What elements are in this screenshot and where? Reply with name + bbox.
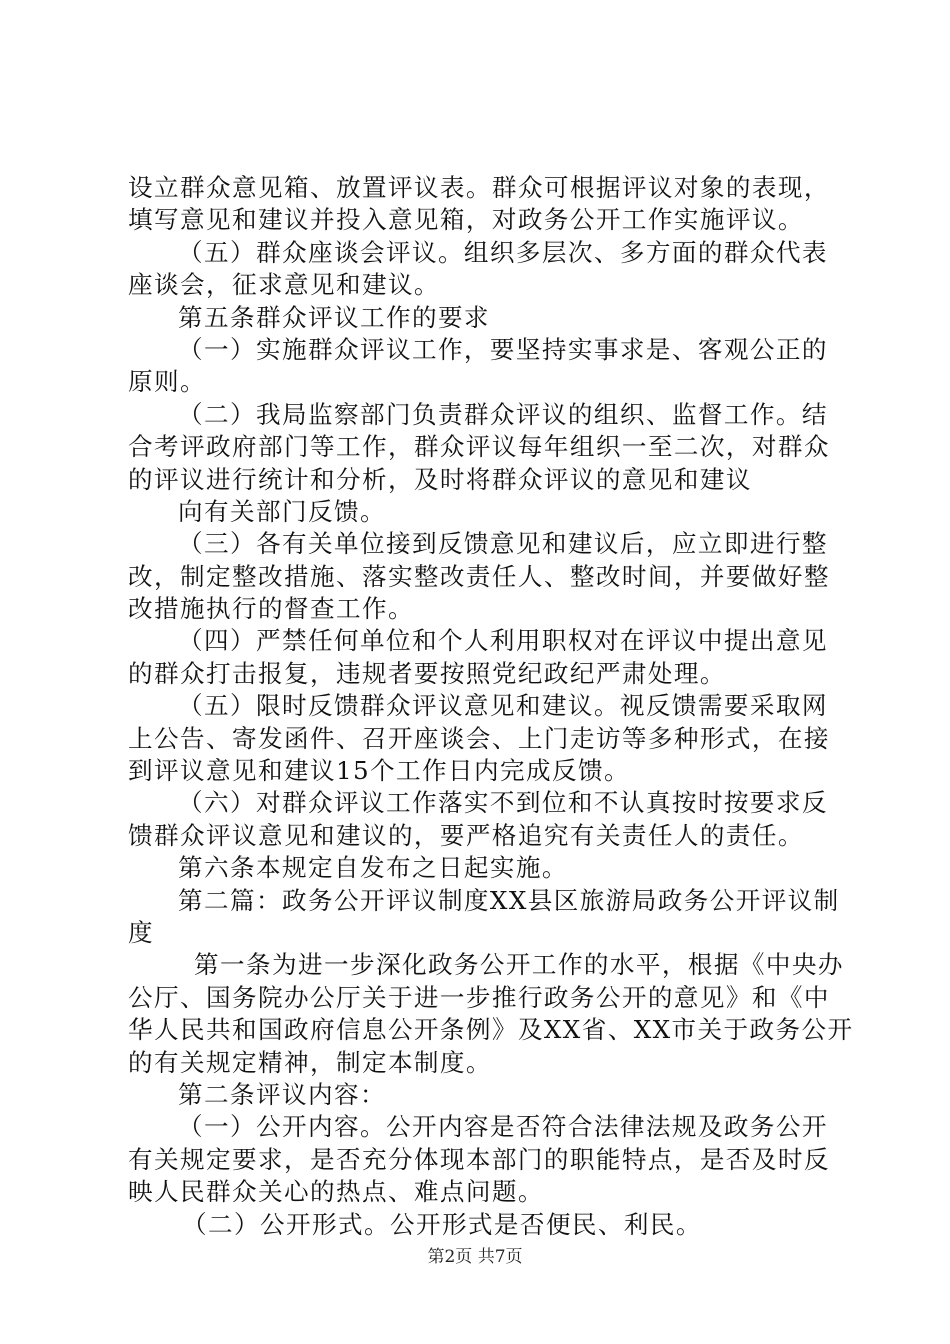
text-line: 合考评政府部门等工作，群众评议每年组织一至二次，对群众	[128, 432, 830, 462]
text-line: 原则。	[128, 367, 206, 397]
text-line: 馈群众评议意见和建议的，要严格追究有关责任人的责任。	[128, 820, 804, 850]
text-line: 第一条为进一步深化政务公开工作的水平，根据《中央办	[194, 950, 844, 980]
section-heading: 第二条评议内容：	[178, 1079, 386, 1109]
text-line: 度	[128, 917, 154, 947]
chapter-heading: 第二篇：政务公开评议制度XX县区旅游局政务公开评议制	[178, 885, 840, 915]
text-line: 改措施执行的督查工作。	[128, 594, 414, 624]
text-line: （六）对群众评议工作落实不到位和不认真按时按要求反	[178, 788, 828, 818]
text-line: 向有关部门反馈。	[178, 496, 386, 526]
text-line: 华人民共和国政府信息公开条例》及XX省、XX市关于政务公开	[128, 1015, 854, 1045]
text-line: （一）实施群众评议工作，要坚持实事求是、客观公正的	[178, 334, 828, 364]
text-line: 映人民群众关心的热点、难点问题。	[128, 1177, 544, 1207]
text-line: （二）我局监察部门负责群众评议的组织、监督工作。结	[178, 399, 828, 429]
text-line: 的有关规定精神，制定本制度。	[128, 1047, 492, 1077]
text-line: 的群众打击报复，违规者要按照党纪政纪严肃处理。	[128, 658, 726, 688]
text-line: 到评议意见和建议15个工作日内完成反馈。	[128, 756, 630, 786]
text-line: 填写意见和建议并投入意见箱，对政务公开工作实施评议。	[128, 205, 804, 235]
text-line: 的评议进行统计和分析，及时将群众评议的意见和建议	[128, 464, 752, 494]
section-heading: 第五条群众评议工作的要求	[178, 302, 490, 332]
section-heading: 第六条本规定自发布之日起实施。	[178, 853, 568, 883]
text-line: 座谈会，征求意见和建议。	[128, 270, 440, 300]
text-line: （一）公开内容。公开内容是否符合法律法规及政务公开	[178, 1112, 828, 1142]
text-line: （三）各有关单位接到反馈意见和建议后，应立即进行整	[178, 529, 828, 559]
text-line: 有关规定要求，是否充分体现本部门的职能特点，是否及时反	[128, 1144, 830, 1174]
text-line: （五）群众座谈会评议。组织多层次、多方面的群众代表	[178, 237, 828, 267]
text-line: （二）公开形式。公开形式是否便民、利民。	[182, 1209, 702, 1239]
text-line: （四）严禁任何单位和个人利用职权对在评议中提出意见	[178, 626, 828, 656]
text-line: （五）限时反馈群众评议意见和建议。视反馈需要采取网	[178, 691, 828, 721]
page-number-footer: 第2页 共7页	[427, 1247, 523, 1267]
text-line: 上公告、寄发函件、召开座谈会、上门走访等多种形式，在接	[128, 723, 830, 753]
text-line: 设立群众意见箱、放置评议表。群众可根据评议对象的表现，	[128, 173, 830, 202]
document-body	[128, 172, 854, 1241]
text-line: 公厅、国务院办公厅关于进一步推行政务公开的意见》和《中	[128, 982, 830, 1012]
text-line: 改，制定整改措施、落实整改责任人、整改时间，并要做好整	[128, 561, 830, 591]
